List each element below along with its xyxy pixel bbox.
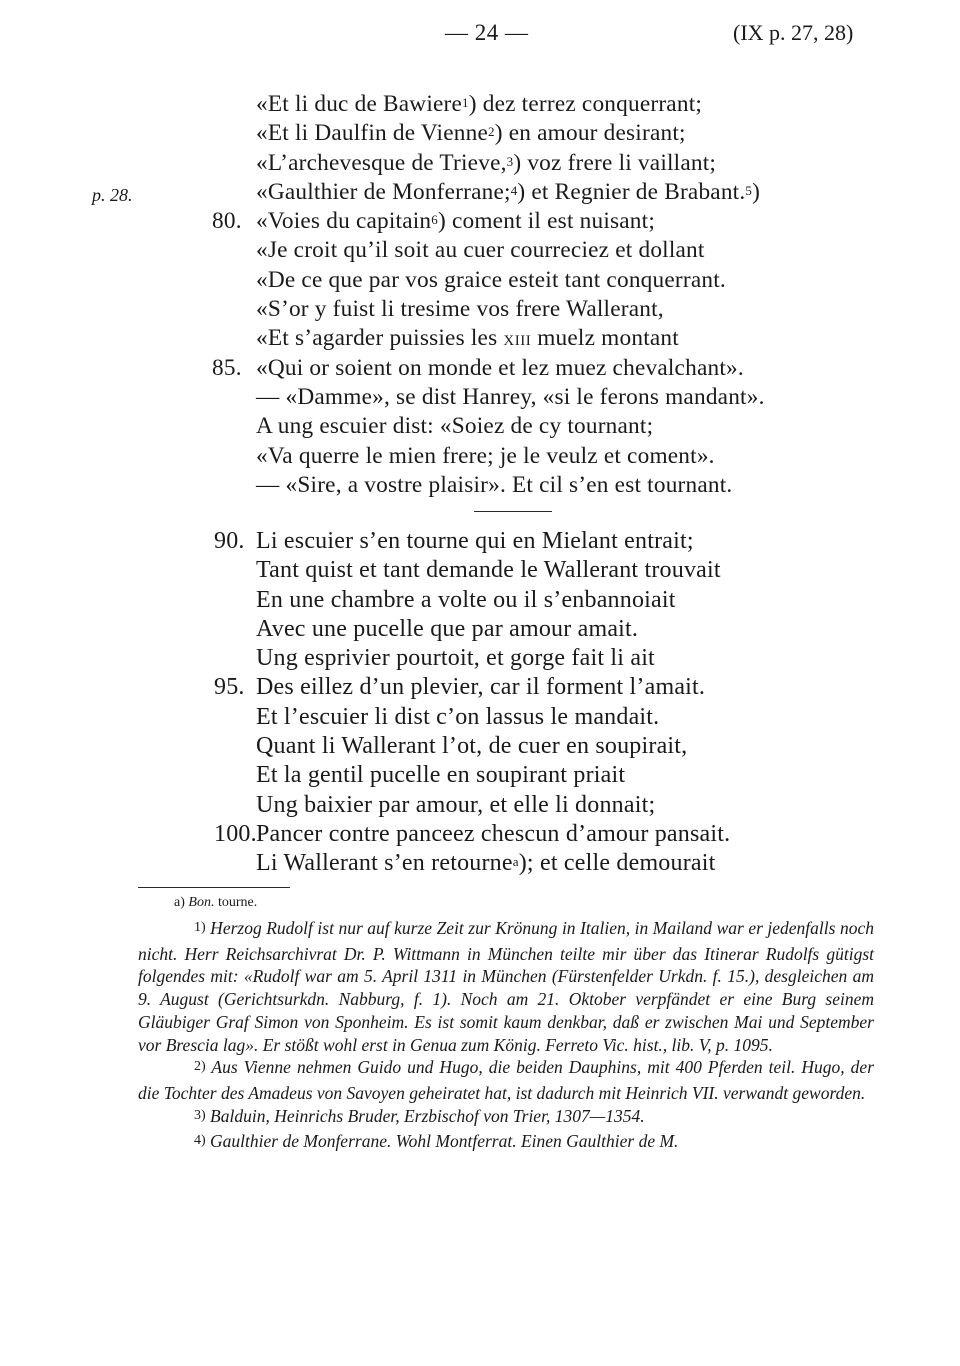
footnote-1 bbox=[138, 917, 874, 1056]
verse-text: «Je croit qu’il soit au cuer courreciez et dollant bbox=[256, 237, 705, 264]
verse-line bbox=[256, 556, 730, 585]
verse-text: En une chambre a volte ou il s’enbannoiait bbox=[256, 586, 676, 613]
line-number: 85. bbox=[212, 354, 242, 381]
verse-line bbox=[256, 149, 765, 178]
verse-text: Avec une pucelle que par amour amait. bbox=[256, 615, 639, 642]
verse-text: ) bbox=[752, 178, 761, 205]
verse-block-1 bbox=[212, 90, 765, 500]
verse-text: ) coment il est nuisant; bbox=[437, 208, 656, 235]
footnote-rule bbox=[138, 887, 290, 888]
verse-text: Tant quist et tant demande le Wallerant trouvait bbox=[256, 557, 721, 584]
verse-line bbox=[256, 732, 730, 761]
verse-line bbox=[256, 644, 730, 673]
verse-text: — «Sire, a vostre plaisir». Et cil s’en est tournant. bbox=[256, 471, 733, 498]
verse-text: ) et Regnier de Brabant. bbox=[517, 178, 746, 205]
verse-text: muelz montant bbox=[531, 325, 679, 352]
verse-text: — «Damme», se dist Hanrey, «si le ferons mandant». bbox=[256, 383, 765, 410]
verse-line bbox=[212, 354, 765, 383]
verse-text: «Et li duc de Bawiere bbox=[256, 91, 463, 117]
footnote-text: tourne. bbox=[214, 895, 258, 910]
verse-text: «Va querre le mien frere; je le veulz et coment». bbox=[256, 442, 715, 469]
footnote-text: Aus Vienne nehmen Guido und Hugo, die beiden Dauphins, mit 400 Pferden teil. Hugo, der die Tochter des Amadeus von Savoyen geheiratet hat, ist dadurch mit Heinrich VII. verwandt geworden. bbox=[138, 1057, 874, 1103]
verse-line bbox=[256, 849, 730, 878]
verse-block-2 bbox=[214, 527, 731, 879]
verse-text: «Et li Daulfin de Vienne bbox=[256, 120, 489, 147]
note-ref: 3 bbox=[506, 153, 514, 169]
verse-text: «L’archevesque de Trieve, bbox=[256, 149, 507, 176]
verse-line bbox=[256, 266, 765, 295]
footnote-4 bbox=[138, 1130, 874, 1156]
verse-text: Li Wallerant s’en retourne bbox=[256, 850, 513, 877]
verse-text: «Voies du capitain bbox=[256, 208, 432, 235]
verse-line bbox=[214, 820, 731, 849]
verse-line bbox=[214, 673, 730, 702]
footnote-text: Gaulthier de Monferrane. Wohl Montferrat. Einen Gaulthier de M. bbox=[205, 1131, 679, 1152]
verse-text: Des eillez d’un plevier, car il forment l’amait. bbox=[256, 674, 706, 701]
footnote-2 bbox=[138, 1056, 874, 1104]
verse-text: «Qui or soient on monde et lez muez chevalchant». bbox=[256, 354, 744, 381]
verse-line bbox=[256, 703, 730, 732]
verse-text: ); et celle demourait bbox=[518, 850, 716, 877]
footnote-mark: 2) bbox=[194, 1059, 206, 1075]
verse-line bbox=[212, 207, 765, 236]
verse-text: Et l’escuier li dist c’on lassus le mandait. bbox=[256, 703, 660, 730]
verse-line bbox=[256, 615, 730, 644]
note-ref: 5 bbox=[745, 182, 753, 198]
verse-text: Ung baixier par amour, et elle li donnait; bbox=[256, 791, 656, 818]
verse-text: «De ce que par vos graice esteit tant conquerrant. bbox=[256, 266, 726, 293]
note-ref: 4 bbox=[510, 182, 518, 198]
footnotes bbox=[138, 893, 874, 1156]
verse-line bbox=[256, 90, 765, 119]
footnote-abbr: Bon. bbox=[188, 895, 215, 910]
verse-text: ) en amour desirant; bbox=[494, 120, 686, 147]
line-number: 100. bbox=[214, 820, 257, 847]
section-divider bbox=[474, 511, 552, 512]
note-ref: 6 bbox=[431, 212, 438, 228]
verse-line bbox=[256, 236, 765, 265]
page-number: — 24 — bbox=[445, 20, 529, 45]
note-ref: 2 bbox=[488, 124, 495, 140]
verse-text: «S’or y fuist li tresime vos frere Wallerant, bbox=[256, 296, 664, 323]
verse-text: ) voz frere li vaillant; bbox=[513, 149, 717, 176]
line-number: 95. bbox=[214, 674, 245, 701]
verse-text: «Et s’agarder puissies les bbox=[256, 325, 504, 352]
verse-line bbox=[256, 471, 765, 500]
verse-line bbox=[256, 442, 765, 471]
footnote-3 bbox=[138, 1105, 874, 1131]
verse-text: A ung escuier dist: «Soiez de cy tournant; bbox=[256, 413, 654, 440]
line-number: 80. bbox=[212, 208, 242, 235]
verse-text: Li escuier s’en tourne qui en Mielant entrait; bbox=[256, 528, 694, 554]
verse-text: Ung esprivier pourtoit, et gorge fait li ait bbox=[256, 645, 655, 672]
footnote-text: Balduin, Heinrichs Bruder, Erzbischof von Trier, 1307—1354. bbox=[205, 1105, 645, 1126]
verse-line bbox=[214, 527, 730, 556]
footnote-mark: a) bbox=[174, 895, 185, 910]
verse-line bbox=[256, 791, 730, 820]
verse-line bbox=[256, 178, 765, 207]
note-ref: 1 bbox=[462, 95, 469, 110]
verse-text: Pancer contre panceez chescun d’amour pansait. bbox=[256, 820, 731, 847]
verse-line bbox=[256, 586, 730, 615]
footnote-text: Herzog Rudolf ist nur auf kurze Zeit zur Krönung in Italien, in Mailand war er jedenfalls noch nicht. Herr Reichsarchivrat Dr. P. Wittmann in München teilte mir über das Itinerar Rudolfs gütigst folgendes mit: «Rudolf war am 5. April 1311 in München (Fürstenfelder Urkdn. f. 15.), desgleichen am 9. August (Gerichtsurkdn. Nabburg, f. 1). Noch am 21. Oktober verpfändet er eine Burg seinem Gläubiger Graf Simon von Sponheim. Es ist somit kaum denkbar, daß er zwischen Mai und September vor Brescia lag». Er stößt wohl erst in Genua zum König. Ferreto Vic. hist., lib. V, p. 1095. bbox=[138, 918, 874, 1055]
footnote-a bbox=[138, 893, 874, 913]
verse-line bbox=[256, 324, 765, 353]
footnote-mark: 4) bbox=[194, 1133, 206, 1149]
verse-text: Et la gentil pucelle en soupirant priait bbox=[256, 762, 626, 789]
footnote-mark: 1) bbox=[194, 920, 206, 935]
footnote-mark: 3) bbox=[194, 1107, 206, 1123]
margin-note: p. 28. bbox=[92, 185, 133, 205]
page-reference: (IX p. 27, 28) bbox=[733, 20, 854, 45]
line-number: 90. bbox=[214, 528, 245, 554]
verse-line bbox=[256, 412, 765, 441]
verse-line bbox=[256, 295, 765, 324]
verse-text: Quant li Wallerant l’ot, de cuer en soupirait, bbox=[256, 733, 688, 760]
verse-line bbox=[256, 761, 730, 790]
note-ref: a bbox=[512, 854, 519, 870]
roman-numeral: XIII bbox=[503, 333, 532, 350]
verse-line bbox=[256, 119, 765, 148]
verse-text: «Gaulthier de Monferrane; bbox=[256, 178, 511, 205]
verse-text: ) dez terrez conquerrant; bbox=[468, 91, 703, 117]
verse-line bbox=[256, 383, 765, 412]
